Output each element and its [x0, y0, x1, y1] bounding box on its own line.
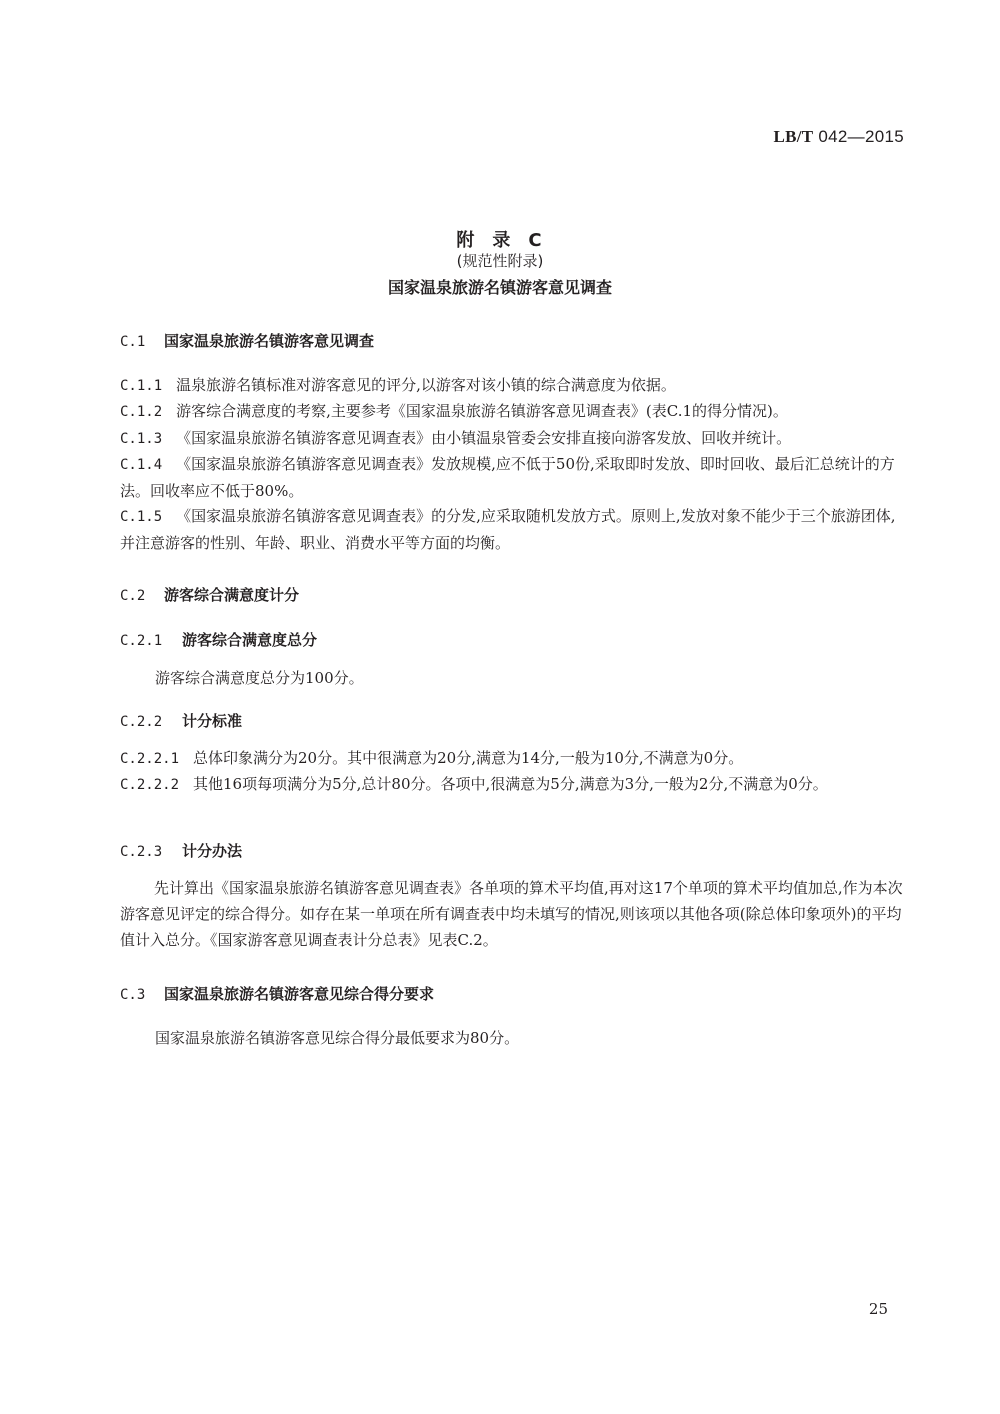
clause-c2-2-2	[120, 771, 910, 798]
clause-number: C.2.2.1	[120, 751, 180, 767]
clause-number: C.1.4	[120, 457, 163, 473]
clause-number: C.1.1	[120, 378, 163, 394]
section-number: C.2	[120, 588, 146, 604]
appendix-letter: C	[528, 230, 544, 251]
appendix-title-char-1: 附	[456, 230, 477, 251]
section-title: 国家温泉旅游名镇游客意见综合得分要求	[164, 985, 435, 1003]
clause-text: 总体印象满分为20分。其中很满意为20分,满意为14分,一般为10分,不满意为0分。	[193, 749, 744, 767]
clause-c1-1	[120, 372, 910, 399]
appendix-title-char-2: 录	[492, 230, 513, 251]
clause-number: C.1.5	[120, 509, 163, 525]
standard-code-number: 042—2015	[813, 127, 904, 146]
subsection-title: 游客综合满意度总分	[182, 631, 318, 649]
subsection-heading-c2-3	[120, 840, 242, 861]
page-number: 25	[868, 1300, 888, 1318]
clause-number: C.1.3	[120, 431, 163, 447]
clause-text: 温泉旅游名镇标准对游客意见的评分,以游客对该小镇的综合满意度为依据。	[176, 376, 676, 394]
clause-c1-3	[120, 425, 910, 452]
clause-number: C.2.2.2	[120, 777, 180, 793]
subsection-number: C.2.3	[120, 844, 163, 860]
clause-c1-2	[120, 398, 910, 425]
clause-text: 其他16项每项满分为5分,总计80分。各项中,很满意为5分,满意为3分,一般为2分,不满意为0分。	[193, 775, 828, 793]
paragraph-c3: 国家温泉旅游名镇游客意见综合得分最低要求为80分。	[155, 1029, 520, 1047]
appendix-type: (规范性附录)	[456, 252, 544, 270]
clause-c1-4	[120, 451, 910, 504]
appendix-title	[0, 226, 1000, 252]
clause-text: 《国家温泉旅游名镇游客意见调查表》的分发,应采取随机发放方式。原则上,发放对象不能少于三个旅游团体,并注意游客的性别、年龄、职业、消费水平等方面的均衡。	[120, 507, 896, 552]
section-heading-c2	[120, 584, 299, 605]
appendix-name: 国家温泉旅游名镇游客意见调查	[387, 278, 612, 297]
section-title: 国家温泉旅游名镇游客意见调查	[164, 332, 375, 350]
subsection-heading-c2-2	[120, 710, 242, 731]
section-heading-c3	[120, 983, 434, 1004]
clause-c2-2-1	[120, 745, 910, 772]
subsection-number: C.2.1	[120, 633, 163, 649]
clause-text: 《国家温泉旅游名镇游客意见调查表》发放规模,应不低于50份,采取即时发放、即时回收、最后汇总统计的方法。回收率应不低于80%。	[120, 455, 895, 500]
section-number: C.1	[120, 334, 146, 350]
subsection-title: 计分办法	[182, 842, 243, 860]
section-number: C.3	[120, 987, 146, 1003]
clause-text: 游客综合满意度的考察,主要参考《国家温泉旅游名镇游客意见调查表》(表C.1的得分情况)。	[176, 402, 788, 420]
clause-number: C.1.2	[120, 404, 163, 420]
paragraph-c2-3: 先计算出《国家温泉旅游名镇游客意见调查表》各单项的算术平均值,再对这17个单项的算术平均值加总,作为本次游客意见评定的综合得分。如存在某一单项在所有调查表中均未填写的情况,则该项以其他各项(除总体印象项外)的平均值计入总分。《国家游客意见调查表计分总表》见表C.2。	[120, 879, 903, 949]
subsection-number: C.2.2	[120, 714, 163, 730]
subsection-title: 计分标准	[182, 712, 243, 730]
paragraph-c2-1: 游客综合满意度总分为100分。	[155, 669, 364, 687]
clause-c1-5	[120, 503, 910, 556]
subsection-heading-c2-1	[120, 629, 317, 650]
section-title: 游客综合满意度计分	[164, 586, 300, 604]
standard-code-prefix: LB/T	[773, 127, 814, 146]
clause-text: 《国家温泉旅游名镇游客意见调查表》由小镇温泉管委会安排直接向游客发放、回收并统计。	[176, 429, 792, 447]
standard-code	[773, 127, 904, 147]
section-heading-c1	[120, 330, 374, 351]
